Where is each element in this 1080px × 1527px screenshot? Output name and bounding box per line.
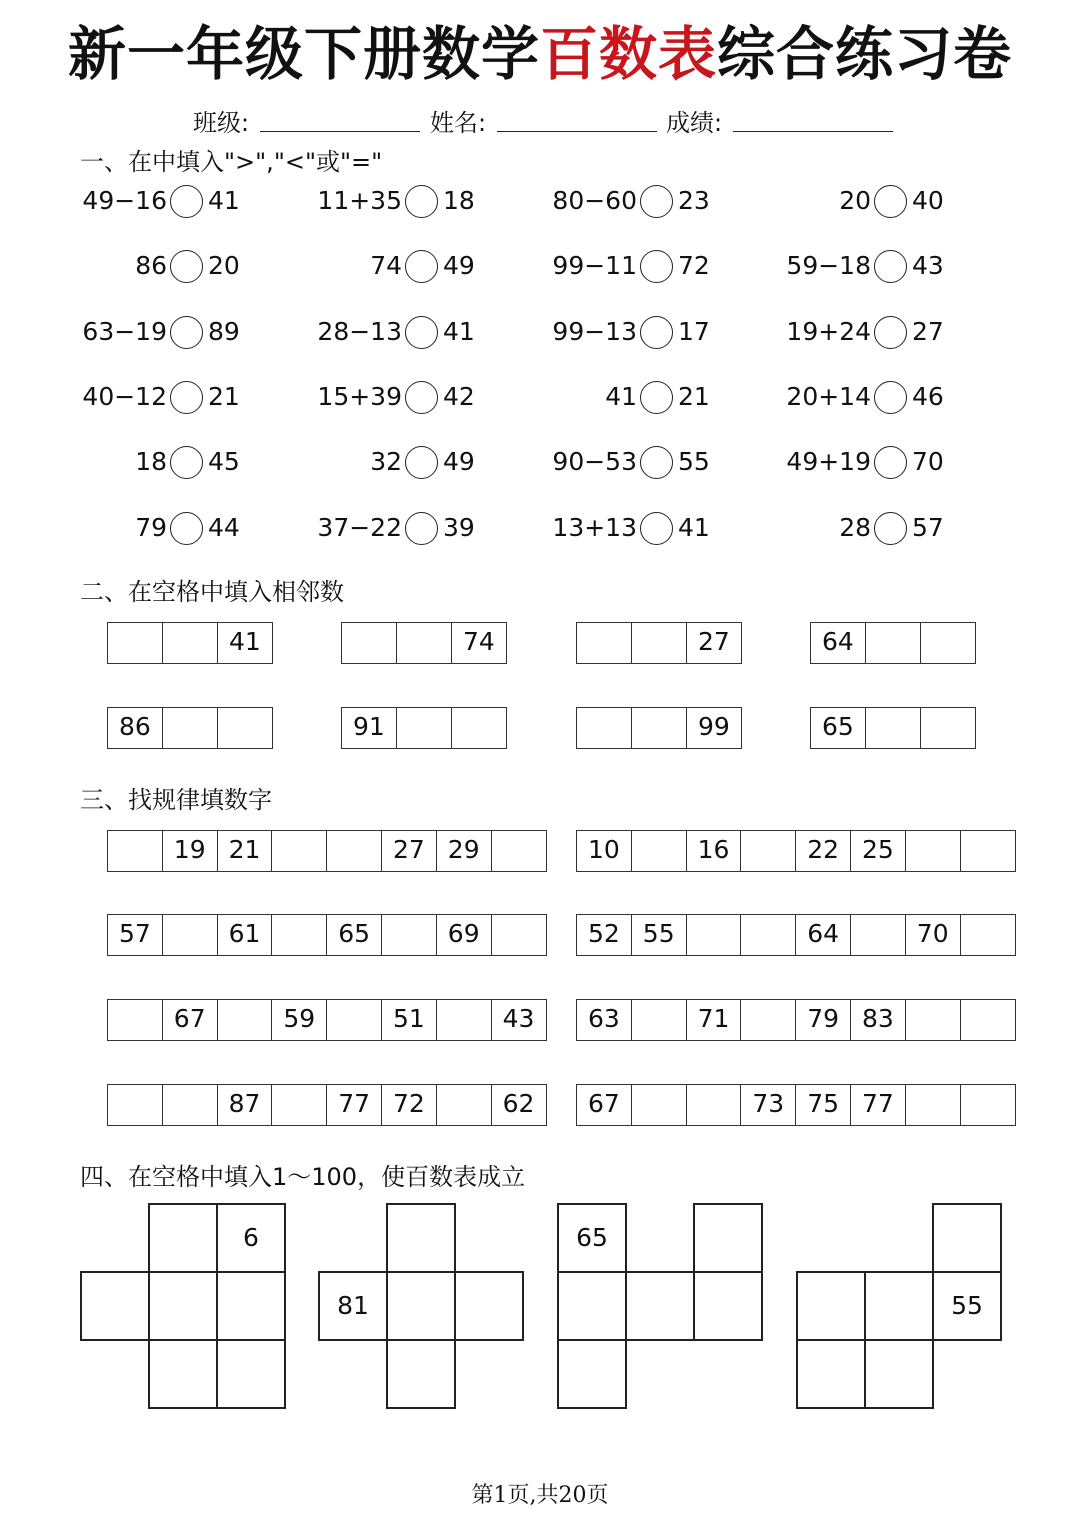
comparison-right: 57 [912,513,944,542]
grid-blank-cell[interactable] [454,1271,524,1341]
comparison-right: 23 [678,186,710,215]
score-field[interactable] [733,131,893,132]
comparison-right: 89 [208,317,240,346]
section-4-heading: 四、在空格中填入1～100，使百数表成立 [80,1163,526,1191]
comparison-right: 45 [208,447,240,476]
number-cell: 75 [795,1084,851,1126]
comparison-circle[interactable] [874,185,907,218]
comparison-left: 90−53 [552,447,637,476]
comparison-right: 41 [678,513,710,542]
number-cell: 86 [107,707,163,749]
blank-cell[interactable] [576,707,632,749]
comparison-circle[interactable] [640,185,673,218]
comparison-right: 55 [678,447,710,476]
blank-cell[interactable] [271,1084,327,1126]
comparison-circle[interactable] [170,250,203,283]
blank-cell[interactable] [107,830,163,872]
comparison-right: 70 [912,447,944,476]
blank-cell[interactable] [740,999,796,1041]
number-cell: 25 [850,830,906,872]
comparison-circle[interactable] [640,446,673,479]
comparison-circle[interactable] [874,316,907,349]
number-cell: 65 [326,914,382,956]
grid-blank-cell[interactable] [386,1271,456,1341]
comparison-circle[interactable] [640,250,673,283]
number-cell: 67 [576,1084,632,1126]
comparison-left: 13+13 [552,513,637,542]
page-title [0,14,1080,94]
comparison-circle[interactable] [170,512,203,545]
title-highlight: 百数表 [539,20,717,88]
blank-cell[interactable] [162,1084,218,1126]
comparison-circle[interactable] [640,512,673,545]
grid-blank-cell[interactable] [148,1339,218,1409]
blank-cell[interactable] [960,830,1016,872]
class-field[interactable] [260,131,420,132]
page-footer: 第1页,共20页 [471,1483,609,1508]
number-cell: 72 [381,1084,437,1126]
comparison-right: 21 [208,382,240,411]
blank-cell[interactable] [960,999,1016,1041]
blank-cell[interactable] [451,707,507,749]
number-cell: 73 [740,1084,796,1126]
number-cell: 61 [217,914,273,956]
number-cell: 10 [576,830,632,872]
number-cell: 77 [326,1084,382,1126]
comparison-right: 40 [912,186,944,215]
comparison-left: 41 [605,382,637,411]
comparison-right: 49 [443,447,475,476]
number-cell: 22 [795,830,851,872]
comparison-left: 11+35 [317,186,402,215]
blank-cell[interactable] [686,1084,742,1126]
comparison-circle[interactable] [405,446,438,479]
comparison-left: 49+19 [786,447,871,476]
comparison-right: 21 [678,382,710,411]
comparison-right: 39 [443,513,475,542]
blank-cell[interactable] [920,707,976,749]
number-cell: 64 [795,914,851,956]
comparison-right: 42 [443,382,475,411]
section-3-heading: 三、找规律填数字 [80,786,272,814]
comparison-left: 19+24 [786,317,871,346]
number-cell: 83 [850,999,906,1041]
grid-blank-cell[interactable] [693,1203,763,1273]
number-cell: 69 [436,914,492,956]
grid-blank-cell[interactable] [864,1271,934,1341]
blank-cell[interactable] [162,622,218,664]
grid-blank-cell[interactable] [796,1339,866,1409]
number-cell: 43 [491,999,547,1041]
comparison-left: 63−19 [82,317,167,346]
blank-cell[interactable] [905,1084,961,1126]
comparison-left: 79 [135,513,167,542]
number-cell: 65 [810,707,866,749]
blank-cell[interactable] [960,914,1016,956]
blank-cell[interactable] [631,707,687,749]
comparison-left: 86 [135,251,167,280]
comparison-circle[interactable] [874,512,907,545]
comparison-left: 74 [370,251,402,280]
blank-cell[interactable] [491,914,547,956]
number-cell: 55 [631,914,687,956]
comparison-left: 18 [135,447,167,476]
blank-cell[interactable] [396,707,452,749]
comparison-circle[interactable] [874,381,907,414]
name-field[interactable] [497,131,657,132]
number-cell: 57 [107,914,163,956]
comparison-circle[interactable] [405,381,438,414]
name-label: 姓名: [430,109,487,137]
grid-number-cell: 65 [557,1203,627,1273]
comparison-circle[interactable] [405,185,438,218]
blank-cell[interactable] [396,622,452,664]
blank-cell[interactable] [491,830,547,872]
number-cell: 62 [491,1084,547,1126]
section-2-heading: 二、在空格中填入相邻数 [80,578,344,606]
comparison-left: 80−60 [552,186,637,215]
blank-cell[interactable] [865,707,921,749]
number-cell: 27 [381,830,437,872]
blank-cell[interactable] [341,622,397,664]
blank-cell[interactable] [217,707,273,749]
comparison-circle[interactable] [874,446,907,479]
blank-cell[interactable] [271,914,327,956]
blank-cell[interactable] [631,622,687,664]
number-cell: 67 [162,999,218,1041]
comparison-circle[interactable] [170,446,203,479]
number-cell: 41 [217,622,273,664]
comparison-circle[interactable] [640,316,673,349]
grid-blank-cell[interactable] [557,1271,627,1341]
blank-cell[interactable] [326,830,382,872]
blank-cell[interactable] [631,999,687,1041]
number-cell: 51 [381,999,437,1041]
number-cell: 19 [162,830,218,872]
grid-blank-cell[interactable] [625,1271,695,1341]
grid-blank-cell[interactable] [148,1271,218,1341]
grid-number-cell: 6 [216,1203,286,1273]
grid-blank-cell[interactable] [386,1203,456,1273]
comparison-circle[interactable] [874,250,907,283]
class-label: 班级: [193,109,250,137]
comparison-right: 49 [443,251,475,280]
grid-blank-cell[interactable] [796,1271,866,1341]
comparison-left: 99−11 [552,251,637,280]
grid-blank-cell[interactable] [386,1339,456,1409]
blank-cell[interactable] [631,830,687,872]
grid-blank-cell[interactable] [216,1271,286,1341]
number-cell: 77 [850,1084,906,1126]
blank-cell[interactable] [107,622,163,664]
blank-cell[interactable] [162,707,218,749]
title-part1: 新一年级下册数学 [67,20,540,88]
comparison-circle[interactable] [405,250,438,283]
blank-cell[interactable] [576,622,632,664]
comparison-circle[interactable] [640,381,673,414]
number-cell: 29 [436,830,492,872]
blank-cell[interactable] [960,1084,1016,1126]
blank-cell[interactable] [436,999,492,1041]
comparison-left: 20 [839,186,871,215]
number-cell: 27 [686,622,742,664]
number-cell: 99 [686,707,742,749]
number-cell: 87 [217,1084,273,1126]
comparison-right: 43 [912,251,944,280]
blank-cell[interactable] [920,622,976,664]
number-cell: 71 [686,999,742,1041]
blank-cell[interactable] [905,999,961,1041]
comparison-left: 99−13 [552,317,637,346]
blank-cell[interactable] [326,999,382,1041]
blank-cell[interactable] [271,830,327,872]
comparison-right: 20 [208,251,240,280]
blank-cell[interactable] [381,914,437,956]
comparison-left: 59−18 [786,251,871,280]
blank-cell[interactable] [686,914,742,956]
number-cell: 63 [576,999,632,1041]
number-cell: 79 [795,999,851,1041]
number-cell: 91 [341,707,397,749]
comparison-left: 32 [370,447,402,476]
comparison-right: 27 [912,317,944,346]
blank-cell[interactable] [865,622,921,664]
grid-blank-cell[interactable] [557,1339,627,1409]
comparison-circle[interactable] [405,512,438,545]
comparison-circle[interactable] [170,185,203,218]
comparison-circle[interactable] [170,316,203,349]
blank-cell[interactable] [107,1084,163,1126]
score-label: 成绩: [666,109,723,137]
comparison-right: 46 [912,382,944,411]
number-cell: 70 [905,914,961,956]
blank-cell[interactable] [850,914,906,956]
comparison-left: 40−12 [82,382,167,411]
grid-number-cell: 55 [932,1271,1002,1341]
grid-blank-cell[interactable] [80,1271,150,1341]
comparison-left: 37−22 [317,513,402,542]
number-cell: 21 [217,830,273,872]
title-part2: 综合练习卷 [717,20,1013,88]
number-cell: 74 [451,622,507,664]
comparison-left: 49−16 [82,186,167,215]
grid-blank-cell[interactable] [693,1271,763,1341]
blank-cell[interactable] [107,999,163,1041]
comparison-right: 17 [678,317,710,346]
blank-cell[interactable] [162,914,218,956]
grid-blank-cell[interactable] [932,1203,1002,1273]
number-cell: 16 [686,830,742,872]
blank-cell[interactable] [740,914,796,956]
number-cell: 59 [271,999,327,1041]
grid-blank-cell[interactable] [216,1339,286,1409]
grid-blank-cell[interactable] [864,1339,934,1409]
comparison-right: 41 [208,186,240,215]
comparison-right: 18 [443,186,475,215]
blank-cell[interactable] [905,830,961,872]
section-1-heading: 一、在中填入">","<"或"=" [80,148,383,176]
comparison-left: 15+39 [317,382,402,411]
blank-cell[interactable] [631,1084,687,1126]
comparison-left: 28−13 [317,317,402,346]
blank-cell[interactable] [436,1084,492,1126]
comparison-right: 44 [208,513,240,542]
comparison-right: 72 [678,251,710,280]
comparison-circle[interactable] [405,316,438,349]
comparison-circle[interactable] [170,381,203,414]
comparison-left: 20+14 [786,382,871,411]
grid-number-cell: 81 [318,1271,388,1341]
number-cell: 52 [576,914,632,956]
comparison-right: 41 [443,317,475,346]
blank-cell[interactable] [217,999,273,1041]
blank-cell[interactable] [740,830,796,872]
comparison-left: 28 [839,513,871,542]
grid-blank-cell[interactable] [148,1203,218,1273]
number-cell: 64 [810,622,866,664]
